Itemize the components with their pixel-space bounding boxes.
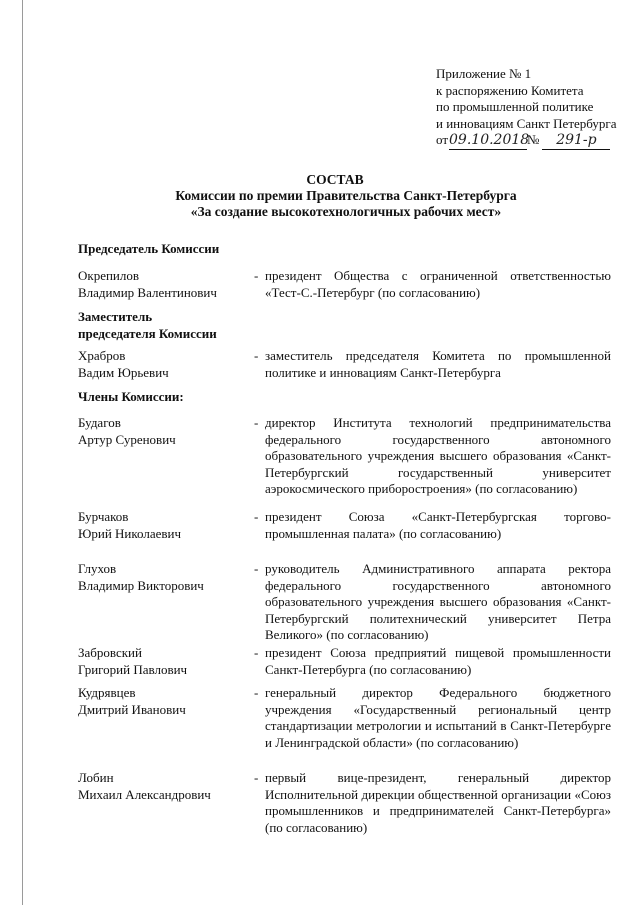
annex-line-3: по промышленной политике [436,99,594,114]
annex-line-2: к распоряжению Комитета [436,82,584,98]
member-name [78,509,248,542]
title-line-2: Комиссии по премии Правительства Санкт-Петербурга [175,188,517,203]
member-surname: Храбров [78,348,126,363]
member-name [78,561,248,594]
section-deputy-line-2: председателя Комиссии [78,326,217,341]
member-name [78,268,248,301]
member-given-name: Михаил Александрович [78,786,211,802]
entry-dash: - [254,509,259,524]
number-sign: № [527,132,540,147]
entry-dash: - [254,348,259,363]
member-name [78,770,248,803]
section-deputy-line-1: Заместитель [78,309,153,324]
member-description: президент Общества с ограниченной ответственностью «Тест-С.-Петербург (по согласованию) [265,268,611,300]
document-title [0,172,640,220]
member-surname: Забровский [78,645,142,660]
member-description: руководитель Административного аппарата ректора федерального государственного автономного образовательного учреждения высшего образования «Санкт-Петербургский политехнический университет Петра Великого» (по согласованию) [265,561,611,642]
annex-date-line [436,132,617,150]
member-description: первый вице-президент, генеральный директор Исполнительной дирекции общественной организации «Союз промышленников и предпринимателей Санкт-Петербурга» (по согласованию) [265,770,611,835]
entry-dash: - [254,645,259,660]
member-name [78,685,248,718]
title-line-3: «За создание высокотехнологичных рабочих мест» [190,204,502,219]
member-given-name: Владимир Валентинович [78,284,217,300]
member-description: генеральный директор Федерального бюджетного учреждения «Государственный региональный центр стандартизации метрологии и испытаний в Санкт-Петербурге и Ленинградской области» (по согласованию) [265,685,611,750]
member-given-name: Вадим Юрьевич [78,364,169,380]
entry-dash: - [254,770,259,785]
entry-dash: - [254,415,259,430]
annex-from-label: от [436,132,449,147]
section-chair: Председатель Комиссии [78,241,220,256]
member-description: директор Института технологий предпринимательства федерального государственного автономного образовательного учреждения высшего образования «Санкт-Петербургский государственный университет аэрокосмического приборостроения» (по согласованию) [265,415,611,496]
member-description: президент Союза предприятий пищевой промышленности Санкт-Петербурга (по согласованию) [265,645,611,677]
annex-header [436,66,617,150]
member-given-name: Дмитрий Иванович [78,701,186,717]
section-deputy [78,308,217,342]
member-name [78,645,248,678]
member-surname: Кудрявцев [78,685,136,700]
member-given-name: Юрий Николаевич [78,525,182,541]
member-name [78,348,248,381]
member-description: заместитель председателя Комитета по промышленной политике и инновациям Санкт-Петербурга [265,348,611,380]
annex-line-1: Приложение № 1 [436,66,532,81]
scan-left-edge [22,0,23,905]
handwritten-date: 09.10.2018 [449,132,530,148]
member-surname: Бурчаков [78,509,129,524]
member-description: президент Союза «Санкт-Петербургская торгово-промышленная палата» (по согласованию) [265,509,611,541]
annex-line-4: и инновациям Санкт Петербурга [436,115,617,131]
title-line-1: СОСТАВ [306,172,364,187]
member-surname: Лобин [78,770,114,785]
member-surname: Будагов [78,415,121,430]
entry-dash: - [254,685,259,700]
section-members: Члены Комиссии: [78,389,184,404]
member-given-name: Артур Суренович [78,431,176,447]
member-name [78,415,248,448]
member-surname: Глухов [78,561,117,576]
entry-dash: - [254,561,259,576]
member-given-name: Григорий Павлович [78,661,188,677]
handwritten-number: 291-р [542,132,610,150]
member-surname: Окрепилов [78,268,140,283]
entry-dash: - [254,268,259,283]
member-given-name: Владимир Викторович [78,577,204,593]
